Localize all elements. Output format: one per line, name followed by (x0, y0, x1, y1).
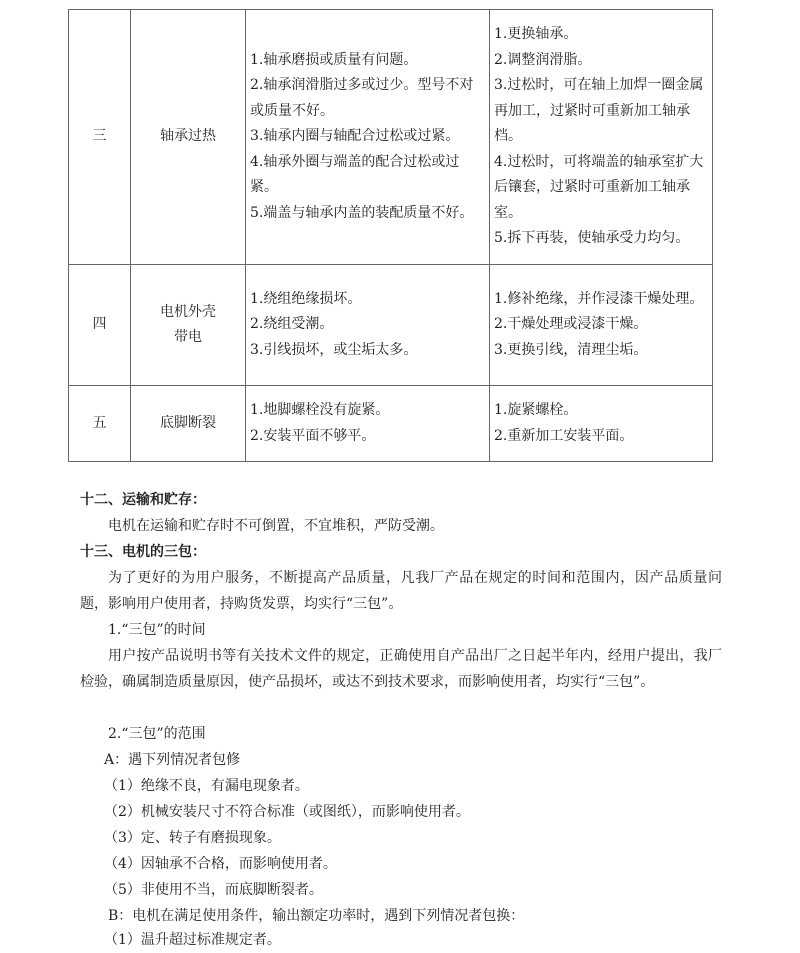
sub1-body: 用户按产品说明书等有关技术文件的规定，正确使用自产品出厂之日起半年内，经用户提出，我厂检验，确属制造质量原因，使产品损坏，或达不到技术要求，而影响使用者，均实行“三包”。 (80, 648, 722, 690)
a-item: （2）机械安装尺寸不符合标准（或图纸），而影响使用者。 (104, 804, 470, 820)
table-row (69, 10, 713, 265)
fault-causes (246, 265, 490, 386)
fault-name-line: 带电 (174, 329, 202, 345)
fix-item: 4.过松时，可将端盖的轴承室扩大后镶套，过紧时可重新加工轴承室。 (494, 153, 704, 221)
cause-item: 2.安装平面不够平。 (250, 427, 376, 444)
fault-name-line: 轴承过热 (160, 128, 216, 145)
a-item: （4）因轴承不合格，而影响使用者。 (104, 856, 337, 872)
a-item: （3）定、转子有磨损现象。 (104, 830, 281, 846)
fix-item: 3.更换引线，清理尘垢。 (494, 341, 648, 358)
sub1-title: 1.“三包”的时间 (108, 622, 206, 638)
section-13-heading: 十三、电机的三包： (80, 544, 206, 560)
fault-name-line: 底脚断裂 (160, 414, 216, 431)
fix-item: 1.修补绝缘，并作浸漆干燥处理。 (494, 290, 704, 307)
fault-name-line: 电机外壳 (160, 303, 216, 320)
fix-item: 2.调整润滑脂。 (494, 51, 592, 68)
section-12-body: 电机在运输和贮存时不可倒置，不宜堆积，严防受潮。 (108, 518, 444, 534)
cause-item: 2.轴承润滑脂过多或过少。型号不对或质量不好。 (250, 77, 474, 119)
a-item: （1）绝缘不良，有漏电现象者。 (104, 778, 309, 794)
fix-item: 1.更换轴承。 (494, 26, 578, 43)
fix-item: 1.旋紧螺栓。 (494, 402, 578, 418)
cause-item: 1.轴承磨损或质量有问题。 (250, 51, 418, 68)
cause-item: 3.轴承内圈与轴配合过松或过紧。 (250, 128, 460, 145)
fix-item: 2.干燥处理或浸漆干燥。 (494, 316, 648, 333)
section-13-intro: 为了更好的为用户服务，不断提高产品质量，凡我厂产品在规定的时间和范围内，因产品质量问题，影响用户使用者，持购货发票，均实行“三包”。 (80, 570, 722, 612)
fix-item: 5.拆下再装，使轴承受力均匀。 (494, 230, 690, 247)
fault-fixes (490, 386, 713, 462)
cause-item: 4.轴承外圈与端盖的配合过松或过紧。 (250, 153, 460, 196)
fault-fixes (490, 265, 713, 386)
row-number: 三 (69, 10, 131, 265)
cause-item: 3.引线损坏，或尘垢太多。 (250, 341, 418, 358)
a-item: （5）非使用不当，而底脚断裂者。 (104, 882, 323, 898)
fix-item: 2.重新加工安装平面。 (494, 427, 634, 444)
cause-item: 1.绕组绝缘损坏。 (250, 290, 362, 307)
row-number: 五 (69, 386, 131, 462)
cause-item: 1.地脚螺栓没有旋紧。 (250, 402, 390, 418)
cause-item: 2.绕组受潮。 (250, 316, 334, 333)
fault-causes (246, 10, 490, 265)
fault-name (131, 10, 246, 265)
b-item: （1）温升超过标准规定者。 (104, 932, 281, 948)
row-number: 四 (69, 265, 131, 386)
section-12-heading: 十二、运输和贮存： (80, 492, 206, 508)
b-title: B：电机在满足使用条件，输出额定功率时，遇到下列情况者包换： (108, 908, 525, 924)
fault-fixes (490, 10, 713, 265)
fault-name (131, 265, 246, 386)
fault-causes (246, 386, 490, 462)
table-row (69, 265, 713, 386)
cause-item: 5.端盖与轴承内盖的装配质量不好。 (250, 204, 474, 221)
fix-item: 3.过松时，可在轴上加焊一圈金属再加工，过紧时可重新加工轴承档。 (494, 77, 704, 145)
a-title: A：遇下列情况者包修 (104, 752, 241, 768)
table-row (69, 386, 713, 462)
fault-table (68, 9, 713, 462)
fault-name (131, 386, 246, 462)
sub2-title: 2.“三包”的范围 (108, 726, 206, 742)
